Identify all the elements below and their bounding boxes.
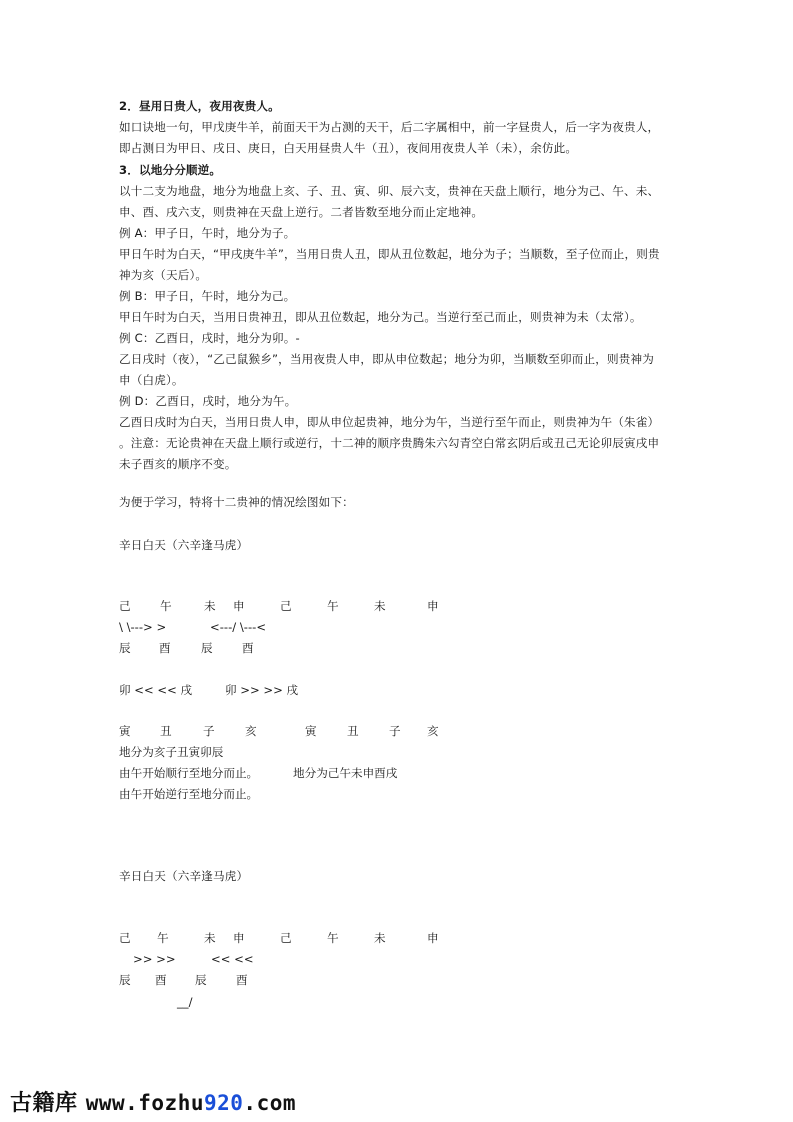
branch-label: 亥: [427, 724, 439, 738]
branch-label: 丑: [160, 724, 172, 738]
diagram-1-title: 辛日白天（六辛逢马虎）: [119, 538, 249, 552]
intro-line: 为便于学习，特将十二贵神的情况绘图如下：: [119, 495, 354, 509]
branch-label: 酉: [159, 641, 171, 655]
branch-label: 丑: [347, 724, 359, 738]
heading-3: 3．以地分分顺逆。: [119, 163, 222, 177]
heading-2: 2．昼用日贵人，夜用夜贵人。: [119, 99, 280, 113]
branch-label: 申: [233, 931, 245, 945]
text-line: 申（白虎）。: [119, 373, 184, 387]
branch-label: 亥: [245, 724, 257, 738]
branch-label: 未: [374, 931, 386, 945]
tail-mark: __/: [177, 995, 193, 1009]
branch-label: 己: [280, 931, 292, 945]
arrow-line: >> >>: [133, 952, 176, 966]
note-line: 由午开始顺行至地分而止。: [119, 766, 259, 780]
note-line: 地分为亥子丑寅卯辰: [119, 745, 224, 759]
arrow-line: <---/ \---<: [210, 620, 267, 634]
branch-label: 辰: [201, 641, 213, 655]
example-a: 例 A：甲子日，午时，地分为子。: [119, 226, 296, 240]
branch-label: 寅: [119, 724, 131, 738]
branch-label: 己: [119, 931, 131, 945]
text-line: 如口诀地一句，甲戊庚牛羊，前面天干为占测的天干，后二字属相中，前一字昼贵人，后一字为夜贵人，: [119, 120, 660, 134]
branch-label: 申: [233, 599, 245, 613]
branch-label: 午: [157, 931, 169, 945]
text-line: 甲日午时为白天，当用日贵神丑，即从丑位数起，地分为己。当逆行至己而止，则贵神为未（太常）。: [119, 310, 642, 324]
flow-line: 卯 >> >> 戌: [225, 683, 299, 697]
arrow-line: << <<: [211, 952, 254, 966]
watermark-label: 古籍库: [10, 1091, 78, 1116]
branch-label: 酉: [236, 973, 248, 987]
note-line: 由午开始逆行至地分而止。: [119, 787, 259, 801]
example-b: 例 B：甲子日，午时，地分为己。: [119, 289, 296, 303]
branch-label: 午: [160, 599, 172, 613]
example-d: 例 D：乙酉日，戌时，地分为午。: [119, 394, 297, 408]
flow-line: 卯 << << 戌: [119, 683, 193, 697]
branch-label: 申: [427, 931, 439, 945]
text-line: 即占测日为甲日、戌日、庚日，白天用昼贵人牛（丑），夜间用夜贵人羊（未），余仿此。: [119, 141, 578, 155]
branch-label: 己: [119, 599, 131, 613]
branch-label: 申: [427, 599, 439, 613]
text-line: 神为亥（天后）。: [119, 268, 208, 282]
branch-label: 未: [204, 931, 216, 945]
branch-label: 未: [374, 599, 386, 613]
branch-label: 己: [280, 599, 292, 613]
branch-label: 辰: [119, 641, 131, 655]
branch-label: 辰: [119, 973, 131, 987]
text-line: 乙酉日戌时为白天，当用日贵人申，即从申位起贵神，地分为午，当逆行至午而止，则贵神为午（朱雀）: [119, 415, 660, 429]
text-line: 以十二支为地盘，地分为地盘上亥、子、丑、寅、卯、辰六支，贵神在天盘上顺行，地分为己、午、未、: [119, 184, 660, 198]
example-c: 例 C：乙酉日，戌时，地分为卯。-: [119, 331, 300, 345]
watermark: [10, 1086, 296, 1117]
branch-label: 未: [204, 599, 216, 613]
text-line: 未子酉亥的顺序不变。: [119, 457, 237, 471]
branch-label: 子: [389, 724, 401, 738]
branch-label: 午: [327, 931, 339, 945]
branch-label: 午: [327, 599, 339, 613]
branch-label: 辰: [195, 973, 207, 987]
note-line: 地分为己午未申酉戌: [293, 766, 398, 780]
arrow-line: \ \---> >: [119, 620, 167, 634]
branch-label: 寅: [305, 724, 317, 738]
diagram-2-title: 辛日白天（六辛逢马虎）: [119, 869, 249, 883]
text-line: 。注意：无论贵神在天盘上顺行或逆行，十二神的顺序贵腾朱六勾青空白常玄阴后或丑己无论卯辰寅戌申: [119, 436, 660, 450]
branch-label: 酉: [242, 641, 254, 655]
text-line: 乙日戌时（夜），“乙己鼠猴乡”，当用夜贵人申，即从申位数起；地分为卯，当顺数至卯而止，则贵神为: [119, 352, 654, 366]
watermark-url: www.fozhu920.com: [85, 1091, 296, 1115]
text-line: 甲日午时为白天，“甲戌庚牛羊”，当用日贵人丑，即从丑位数起，地分为子；当顺数，至子位而止，则贵: [119, 247, 660, 261]
text-line: 申、酉、戌六支，则贵神在天盘上逆行。二者皆数至地分而止定地神。: [119, 205, 484, 219]
branch-label: 酉: [155, 973, 167, 987]
branch-label: 子: [203, 724, 215, 738]
